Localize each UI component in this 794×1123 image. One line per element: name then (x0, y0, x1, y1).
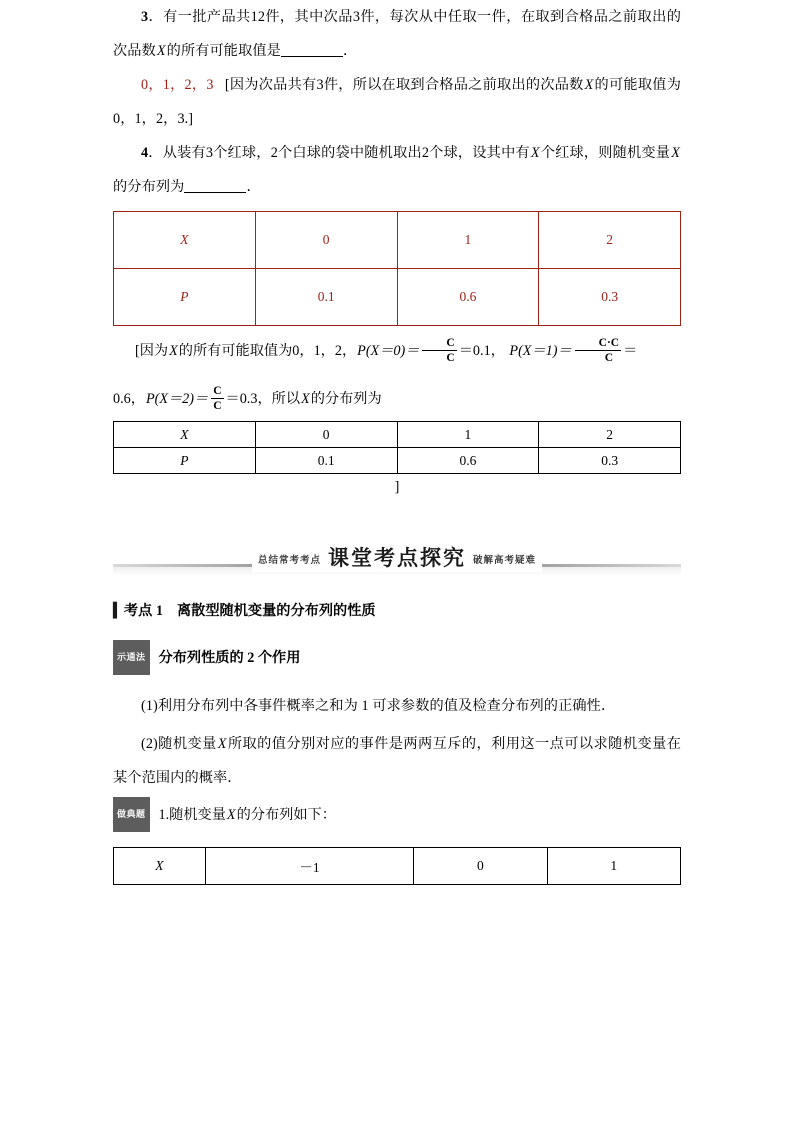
question-4-stem (113, 136, 681, 204)
method-point-2 (113, 727, 681, 795)
black-table-row-1-label (114, 448, 256, 474)
last-table-cell-1: 0 (414, 847, 547, 884)
table-row (114, 269, 681, 326)
last-table-cell-2: 1 (547, 847, 680, 884)
fraction-numerator: C (422, 337, 456, 351)
table-row (114, 422, 681, 448)
solution-expr-3-rhs: ＝0.3， (225, 391, 272, 407)
distribution-table-black (113, 421, 681, 474)
example-badge-line (113, 797, 681, 832)
method-point-2-variable: X (217, 736, 227, 753)
solution-lead: [因为 (135, 343, 169, 359)
question-3-solution-lead: [因为次品共有 (224, 77, 317, 93)
solution-expr-1-rhs: ＝0.1， (458, 343, 505, 359)
method-badge: 示通法 (113, 640, 150, 675)
question-4-text-4: 个球，设其中有 (429, 145, 530, 161)
kaodian-label: 考点 1 (123, 603, 163, 619)
solution-expr-3-lhs: P(X＝2)＝ (145, 391, 209, 407)
banner-text-group (113, 542, 681, 572)
question-4-text-1: 从装有 (162, 145, 206, 161)
example-badge: 做典题 (113, 797, 150, 832)
example-text-a: 1.随机变量 (158, 807, 226, 824)
solution-variable: X (169, 343, 178, 359)
question-4-white-count: 2 (270, 145, 278, 161)
question-4-variable: X (530, 145, 540, 161)
method-point-1: (1)利用分布列中各事件概率之和为 1 可求参数的值及检查分布列的正确性． (141, 698, 616, 715)
fraction-denominator: C (604, 352, 614, 365)
question-3-dot: ． (148, 9, 164, 25)
question-3-period: ． (342, 43, 358, 59)
question-4-red-count: 3 (205, 145, 214, 161)
black-table-row-1-cell-2: 0.3 (539, 448, 681, 474)
solution-values: 0，1，2， (292, 343, 357, 359)
black-table-row-1-cell-0: 0.1 (255, 448, 397, 474)
question-3-variable: X (156, 43, 166, 59)
red-table-row-1-cell-1: 0.6 (397, 269, 539, 326)
example-text-b: 的分布列如下： (236, 807, 336, 824)
kaodian-heading (113, 596, 681, 626)
question-3-number: 3 (141, 9, 149, 25)
method-badge-line (113, 640, 681, 675)
solution-line2-value: 0.6， (113, 391, 145, 407)
table-row (114, 212, 681, 269)
fraction-numerator: C (211, 385, 223, 399)
question-3-solution-variable: X (584, 77, 594, 93)
table-row (114, 847, 681, 884)
red-table-row-0-cell-2: 2 (539, 212, 681, 269)
fraction-denominator: C (446, 352, 455, 365)
question-3-text-2: 件，其中次品 (265, 9, 353, 25)
black-table-label-x: X (180, 426, 189, 442)
banner-right-text: 破解高考疑难 (473, 556, 537, 566)
question-3-solution-tail: 的可能取值为 (594, 77, 682, 93)
question-4-text-3: 个白球的袋中随机取出 (277, 145, 422, 161)
question-4-text-2: 个红球， (213, 145, 271, 161)
banner-main-title: 课堂考点探究 (328, 547, 466, 570)
method-point-2-text-a: (2)随机变量 (141, 736, 217, 753)
solution-expr-1-fraction (422, 337, 456, 364)
last-table-cell-0: －1 (205, 847, 413, 884)
black-table-row-0-label (114, 422, 256, 448)
fraction-denominator: C (213, 400, 222, 413)
question-3-solution-values: 0，1，2，3.] (113, 111, 194, 127)
method-point-2-text-b: 所取的值分别对应的事件是两两互斥的，利用这一点可以求随机变量在某个范围内的概率． (113, 736, 681, 787)
solution-text-1: 的所有可能取值为 (178, 343, 293, 359)
example-variable: X (226, 807, 236, 824)
question-4-text-6: 的分布列为 (113, 179, 185, 195)
last-table-label (114, 847, 206, 884)
fraction-numerator: C·C (575, 337, 621, 351)
question-3-answer (113, 68, 681, 136)
kaodian-marker: ▍ (113, 603, 124, 619)
solution-tail-text-2: 的分布列为 (310, 391, 382, 407)
solution-closing-bracket: ] (394, 479, 400, 495)
method-title: 分布列性质的 2 个作用 (158, 650, 301, 667)
page-content (113, 0, 681, 885)
red-table-row-0-cell-1: 1 (397, 212, 539, 269)
last-table-label-x: X (155, 857, 164, 873)
question-3-total: 12 (250, 9, 266, 25)
question-4-variable-2: X (671, 145, 680, 161)
solution-expr-1-lhs: P(X＝0)＝ (357, 343, 420, 359)
question-3-answer-blank[interactable] (281, 56, 343, 57)
solution-expr-2-lhs: P(X＝1)＝ (509, 343, 572, 359)
question-4-solution-line-1 (113, 334, 681, 368)
solution-tail-variable: X (301, 391, 310, 407)
question-4-number: 4 (141, 145, 149, 161)
solution-expr-2-eq: ＝ (623, 343, 638, 359)
black-table-row-1-cell-1: 0.6 (397, 448, 539, 474)
red-table-row-1-cell-2: 0.3 (539, 269, 681, 326)
distribution-table-red (113, 211, 681, 326)
question-3-answer-value: 0，1，2，3 (141, 77, 214, 93)
black-table-row-0-cell-2: 2 (539, 422, 681, 448)
solution-expr-2-fraction (575, 337, 621, 364)
solution-expr-3-fraction (211, 385, 223, 412)
black-table-row-0-cell-0: 0 (255, 422, 397, 448)
question-3-stem (113, 0, 681, 68)
question-3-solution-mid: 件，所以在取到合格品之前取出的次品数 (323, 77, 584, 93)
table-row (114, 448, 681, 474)
question-4-text-5: 个红球，则随机变量 (540, 145, 671, 161)
black-table-row-0-cell-1: 1 (397, 422, 539, 448)
kaodian-title: 离散型随机变量的分布列的性质 (176, 603, 376, 619)
red-table-row-1-label (114, 269, 256, 326)
question-4-draw-count: 2 (421, 145, 430, 161)
banner-left-text: 总结常考考点 (257, 556, 321, 566)
solution-tail-text: 所以 (271, 391, 301, 407)
red-table-row-0-label (114, 212, 256, 269)
question-4-dot: ． (148, 145, 163, 161)
red-table-row-1-cell-0: 0.1 (255, 269, 397, 326)
question-4-solution-line-2 (113, 382, 681, 416)
example-distribution-table (113, 847, 681, 885)
question-3-text-3: 件，每次从中任取一件，在取到合格品之前取出的次品数 (113, 9, 681, 59)
red-table-label-p: P (180, 289, 189, 304)
red-table-row-0-cell-0: 0 (255, 212, 397, 269)
question-3-text-4: 的所有可能取值是 (166, 43, 281, 59)
question-3-text-1: 有一批产品共 (163, 9, 251, 25)
question-4-answer-blank[interactable] (184, 192, 246, 193)
section-banner (113, 542, 681, 586)
question-3-solution-count: 3 (316, 77, 324, 93)
question-4-period: ． (246, 179, 261, 195)
question-3-defect: 3 (352, 9, 361, 25)
black-table-label-p: P (180, 452, 189, 468)
red-table-label-x: X (180, 232, 189, 247)
